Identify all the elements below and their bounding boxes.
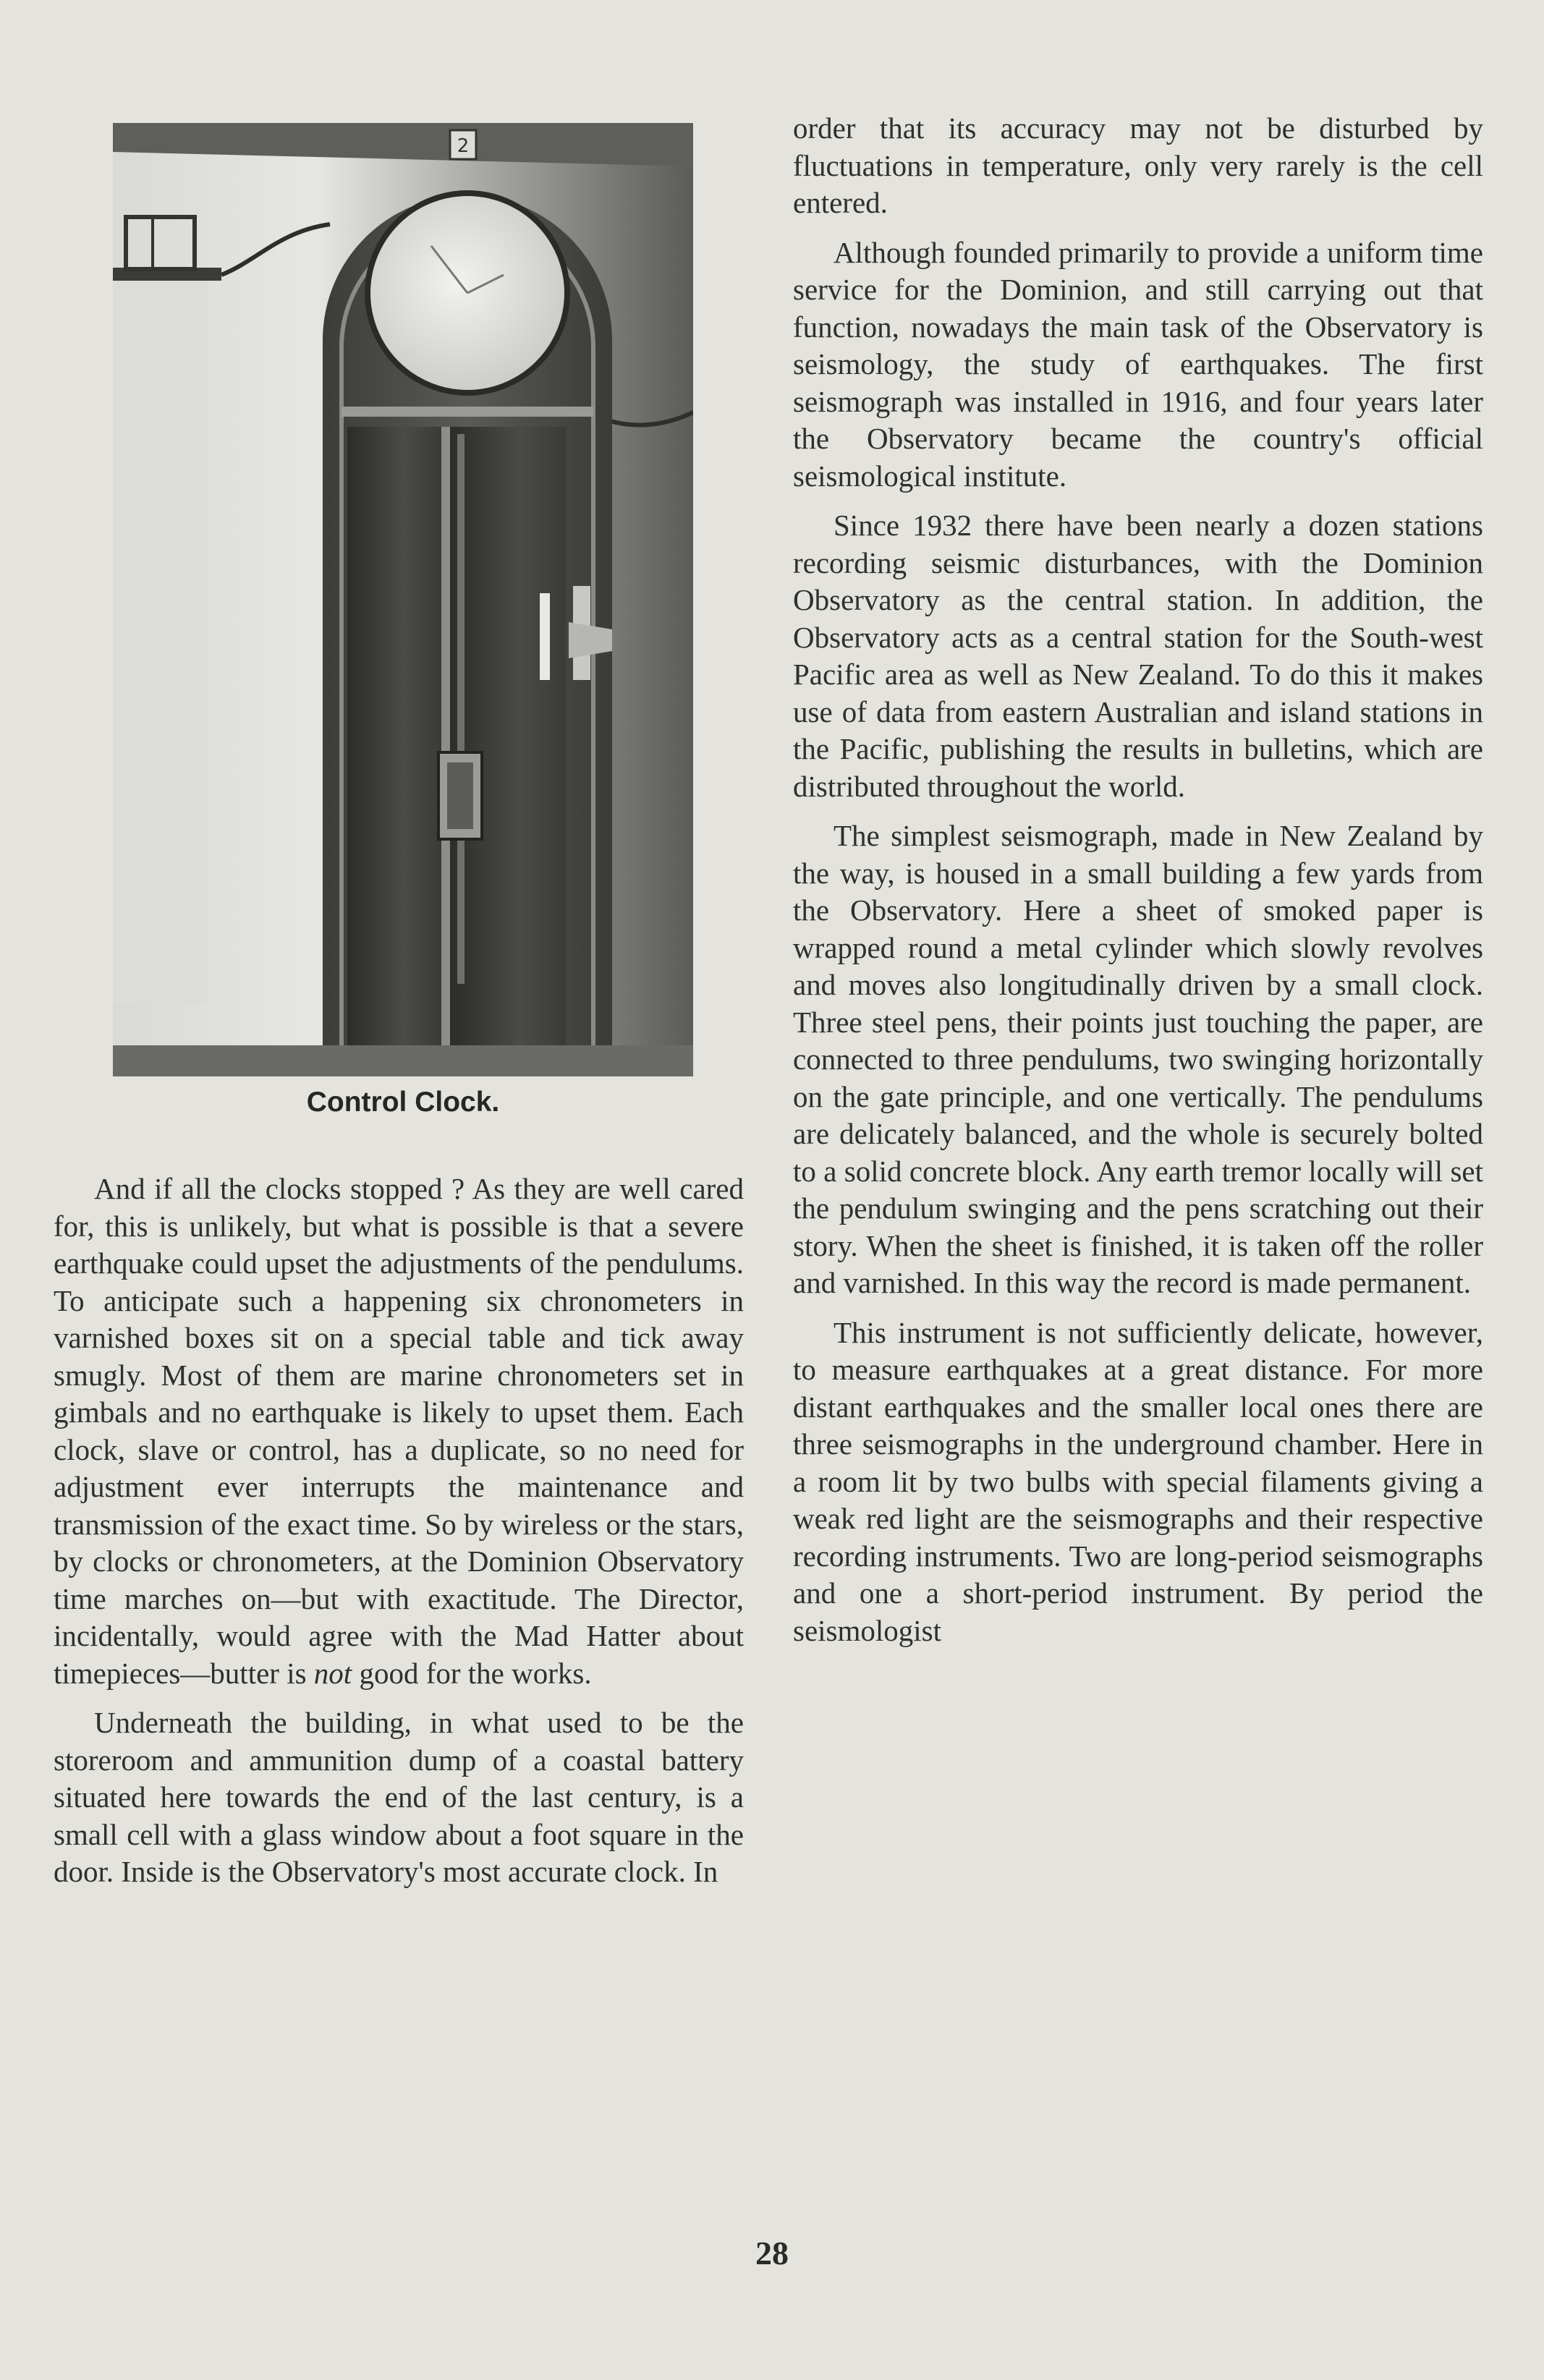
dial-number: 2 <box>457 135 470 157</box>
paragraph <box>54 1170 744 1692</box>
paragraph: Since 1932 there have been nearly a dozen stations recording seismic disturbances, with the Dominion Observatory as the central station. In addition, the Observatory acts as a central station for the South-west Pacific area as well as New Zealand. To do this it makes use of data from eastern Australian and island stations in the Pacific, publishing the results in bulletins, which are distributed throughout the world. <box>793 509 1483 803</box>
paragraph: Although founded primarily to provide a uniform time service for the Dominion, and still carrying out that function, nowadays the main task of the Observatory is seismology, the study of earthquakes. The first seismograph was installed in 1916, and four years later the Observatory became the country's official seismological institute. <box>793 235 1483 493</box>
control-clock-photo <box>113 123 693 1076</box>
paragraph: Underneath the building, in what used to be the storeroom and ammunition dump of a coastal battery situated here towards the end of the last century, is a small cell with a glass window about a foot square in the door. Inside is the Observatory's most accurate clock. In <box>54 1706 744 1888</box>
emphasis-text: not <box>313 1656 352 1690</box>
page-number: 28 <box>755 2235 789 2271</box>
photo-caption: Control Clock. <box>306 1087 500 1118</box>
paragraph-text: And if all the clocks stopped ? As they are well cared for, this is unlikely, but what is possible is that a severe earthquake could upset the adjustments of the pendulums. To anticipate such a happening six chronometers in varnished boxes sit on a special table and tick away smugly. Most of them are marine chronometers set in gimbals and no earthquake is likely to upset them. Each clock, slave or control, has a duplicate, so no need for adjustment ever interrupts the maintenance and transmission of the exact time. So by wireless or the stars, by clocks or chronometers, at the Dominion Observatory time marches on—but with exactitude. The Director, incidentally, would agree with the Mad Hatter about timepieces—butter is <box>54 1172 744 1690</box>
left-column <box>54 1170 744 1903</box>
paragraph-text-end: good for the works. <box>352 1656 592 1690</box>
paragraph: This instrument is not sufficiently delicate, however, to measure earthquakes at a great distance. For more distant earthquakes and the smaller local ones there are three seismographs in the underground chamber. Here in a room lit by two bulbs with special filaments giving a weak red light are the seismographs and their respective recording instruments. Two are long-period seismographs and one a short-period instrument. By period the seismologist <box>793 1315 1483 1647</box>
right-column <box>793 110 1483 1662</box>
paragraph: The simplest seismograph, made in New Zealand by the way, is housed in a small building a few yards from the Observatory. Here a sheet of smoked paper is wrapped round a metal cylinder which slowly revolves and moves also longitudinally driven by a small clock. Three steel pens, their points just touching the paper, are connected to three pendulums, two swinging horizontally on the gate principle, and one vertically. The pendulums are delicately balanced, and the whole is securely bolted to a solid concrete block. Any earth tremor locally will set the pendulum swinging and the pens scratching out their story. When the sheet is finished, it is taken off the roller and varnished. In this way the record is made permanent. <box>793 819 1483 1299</box>
grandfather-clock-icon <box>113 123 693 1076</box>
paragraph: order that its accuracy may not be disturbed by fluctuations in temperature, only very rarely is the cell entered. <box>793 111 1483 219</box>
